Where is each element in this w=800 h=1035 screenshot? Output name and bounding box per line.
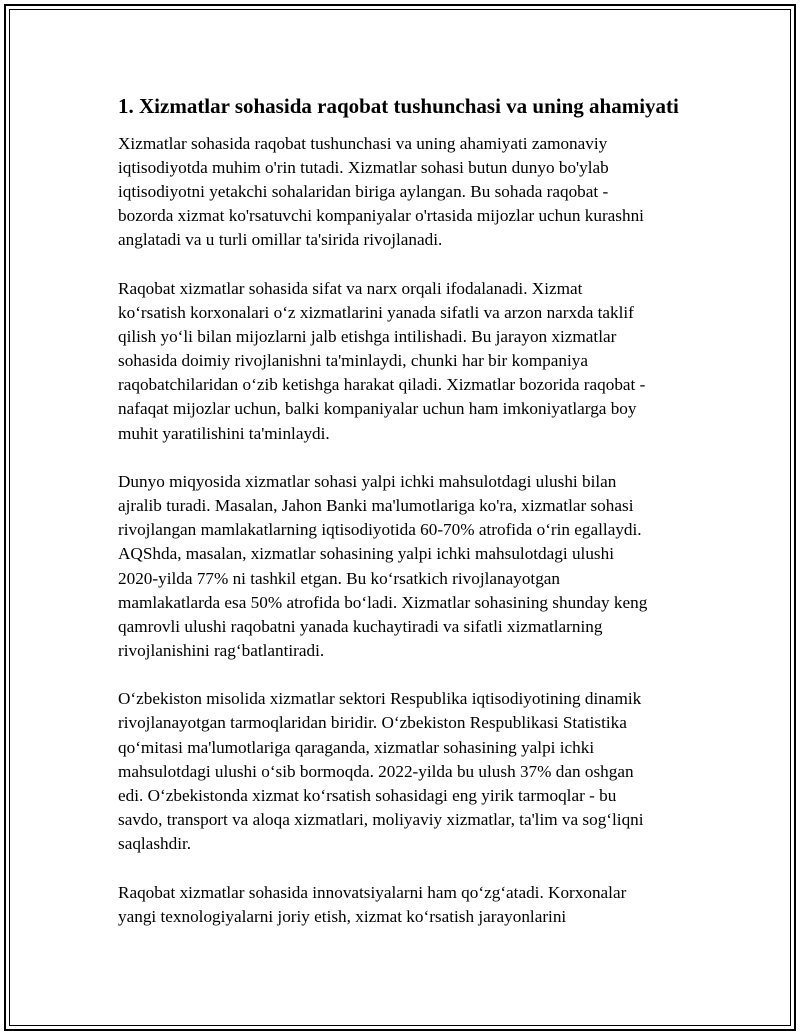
paragraph-line: mahsulotdagi ulushi o‘sib bormoqda. 2022-yilda bu ulush 37% dan oshgan bbox=[118, 761, 634, 781]
paragraph bbox=[118, 687, 698, 856]
paragraph-line: rivojlangan mamlakatlarning iqtisodiyotida 60-70% atrofida o‘rin egallaydi. bbox=[118, 520, 642, 540]
paragraph-line: saqlashdir. bbox=[118, 833, 192, 853]
document-body bbox=[118, 92, 698, 953]
paragraph-line: raqobatchilaridan o‘zib ketishga harakat qiladi. Xizmatlar bozorida raqobat - bbox=[118, 375, 646, 395]
paragraph-line: ajralib turadi. Masalan, Jahon Banki ma'lumotlariga ko'ra, xizmatlar sohasi bbox=[118, 496, 634, 516]
paragraph-line: Dunyo miqyosida xizmatlar sohasi yalpi ichki mahsulotdagi ulushi bilan bbox=[118, 472, 617, 492]
paragraph-line: rivojlanayotgan tarmoqlaridan biridir. O‘zbekiston Respublikasi Statistika bbox=[118, 713, 627, 733]
paragraph bbox=[118, 277, 698, 446]
paragraph-line: 2020-yilda 77% ni tashkil etgan. Bu ko‘rsatkich rivojlanayotgan bbox=[118, 568, 561, 588]
paragraph-line: qamrovli ulushi raqobatni yanada kuchaytiradi va sifatli xizmatlarning bbox=[118, 616, 603, 636]
paragraph-list bbox=[118, 132, 698, 929]
paragraph-line: bozorda xizmat ko'rsatuvchi kompaniyalar o'rtasida mijozlar uchun kurashni bbox=[118, 206, 644, 226]
paragraph-line: nafaqat mijozlar uchun, balki kompaniyalar uchun ham imkoniyatlarga boy bbox=[118, 399, 637, 419]
paragraph-line: qilish yo‘li bilan mijozlarni jalb etishga intilishadi. Bu jarayon xizmatlar bbox=[118, 327, 617, 347]
paragraph bbox=[118, 881, 698, 929]
paragraph-line: Xizmatlar sohasida raqobat tushunchasi va uning ahamiyati zamonaviy bbox=[118, 134, 608, 153]
paragraph-line: AQShda, masalan, xizmatlar sohasining yalpi ichki mahsulotdagi ulushi bbox=[118, 544, 614, 564]
paragraph-line: yangi texnologiyalarni joriy etish, xizmat ko‘rsatish jarayonlarini bbox=[118, 906, 567, 926]
paragraph-line: Raqobat xizmatlar sohasida sifat va narx orqali ifodalanadi. Xizmat bbox=[118, 278, 583, 298]
paragraph-line: ko‘rsatish korxonalari o‘z xizmatlarini yanada sifatli va arzon narxda taklif bbox=[118, 303, 634, 323]
paragraph-line: iqtisodiyotni yetakchi sohalaridan biriga aylangan. Bu sohada raqobat - bbox=[118, 182, 609, 202]
paragraph-line: edi. O‘zbekistonda xizmat ko‘rsatish sohasidagi eng yirik tarmoqlar - bu bbox=[118, 785, 617, 805]
paragraph bbox=[118, 132, 698, 252]
section-heading: 1. Xizmatlar sohasida raqobat tushunchasi va uning ahamiyati bbox=[118, 94, 679, 118]
paragraph-line: anglatadi va u turli omillar ta'sirida rivojlanadi. bbox=[118, 230, 443, 250]
paragraph-line: mamlakatlarda esa 50% atrofida bo‘ladi. Xizmatlar sohasining shunday keng bbox=[118, 592, 648, 612]
paragraph-line: Raqobat xizmatlar sohasida innovatsiyalarni ham qo‘zg‘atadi. Korxonalar bbox=[118, 882, 627, 902]
paragraph-line: sohasida doimiy rivojlanishni ta'minlaydi, chunki har bir kompaniya bbox=[118, 351, 588, 371]
paragraph-line: O‘zbekiston misolida xizmatlar sektori Respublika iqtisodiyotining dinamik bbox=[118, 689, 642, 709]
paragraph bbox=[118, 470, 698, 663]
paragraph-line: muhit yaratilishini ta'minlaydi. bbox=[118, 423, 330, 443]
paragraph-line: qo‘mitasi ma'lumotlariga qaraganda, xizmatlar sohasining yalpi ichki bbox=[118, 737, 595, 757]
paragraph-line: rivojlanishini rag‘batlantiradi. bbox=[118, 640, 325, 660]
paragraph-line: savdo, transport va aloqa xizmatlari, moliyaviy xizmatlar, ta'lim va sog‘liqni bbox=[118, 809, 644, 829]
paragraph-line: iqtisodiyotda muhim o'rin tutadi. Xizmatlar sohasi butun dunyo bo'ylab bbox=[118, 158, 609, 178]
